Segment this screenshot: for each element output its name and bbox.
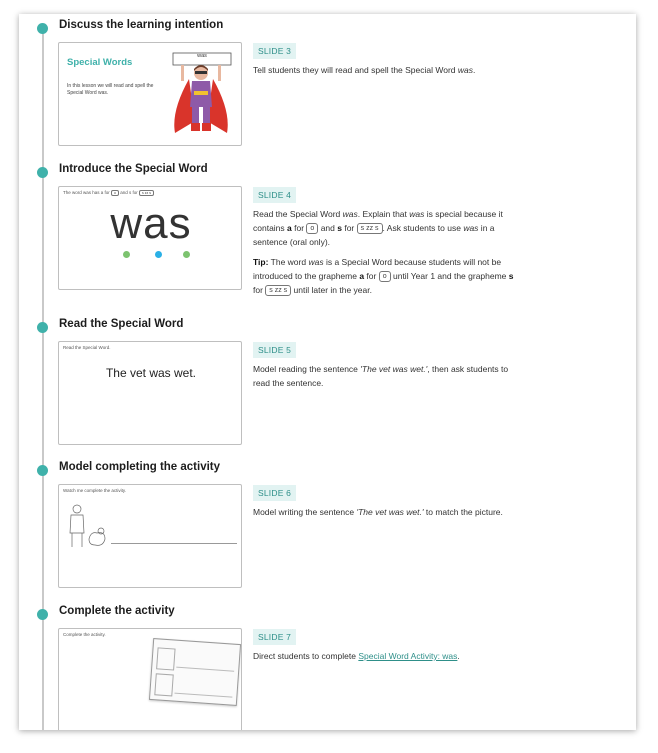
thumb-caption: The word was has a for o and s for s zz s — [63, 190, 154, 196]
timeline-line — [42, 26, 44, 730]
step-description: Direct students to complete Special Word Activity: was. — [253, 651, 460, 661]
step-description: Model reading the sentence 'The vet was wet.', then ask students to read the sentence. — [253, 364, 509, 388]
sound-dot-green — [123, 251, 130, 258]
grapheme-card: s zz s — [265, 285, 291, 296]
sound-dot-green — [183, 251, 190, 258]
slide-thumbnail[interactable] — [58, 186, 242, 290]
lesson-plan-page — [19, 14, 636, 730]
grapheme-card: o — [379, 271, 391, 282]
thumb-sentence: The vet was wet. — [105, 366, 197, 380]
timeline-dot — [37, 167, 48, 178]
step-title: Introduce the Special Word — [59, 163, 208, 175]
slide-badge: SLIDE 6 — [253, 485, 296, 501]
tip-label: Tip: — [253, 257, 269, 267]
slide-thumbnail[interactable] — [58, 628, 242, 730]
thumb-body: In this lesson we will read and spell the Special Word was. — [67, 83, 154, 96]
activity-link[interactable]: Special Word Activity: was — [358, 651, 458, 661]
thumb-heading: Special Words — [67, 57, 133, 68]
grapheme-card: o — [306, 223, 318, 234]
step-title: Discuss the learning intention — [59, 19, 224, 31]
writing-line — [111, 543, 237, 544]
slide-badge: SLIDE 4 — [253, 187, 296, 203]
slide-badge: SLIDE 3 — [253, 43, 296, 59]
step-title: Model completing the activity — [59, 461, 221, 473]
timeline-dot — [37, 23, 48, 34]
vet-dog-sketch — [65, 501, 109, 549]
step-description: Tell students they will read and spell the Special Word was. — [253, 65, 476, 75]
step-description: Model writing the sentence 'The vet was wet.' to match the picture. — [253, 507, 503, 517]
slide-badge: SLIDE 7 — [253, 629, 296, 645]
slide-thumbnail[interactable] — [58, 42, 242, 146]
worksheet-preview — [149, 638, 241, 706]
sound-dot-blue — [155, 251, 162, 258]
step-title: Read the Special Word — [59, 318, 184, 330]
timeline-dot — [37, 609, 48, 620]
thumb-caption: Read the Special Word. — [63, 345, 111, 350]
thumb-sign-word: was — [197, 53, 207, 59]
step-description: Read the Special Word was. Explain that was is special because it contains a for o and s for s zz s . Ask students to use was in a sentence (oral only). Tip: The word was is a Special Word because students will not be introduced to the grapheme a for o until Year 1 and the grapheme s for s zz s until later in the year. — [253, 209, 514, 295]
thumb-caption: Watch me complete the activity. — [63, 488, 127, 493]
thumb-big-word: was — [110, 199, 192, 248]
thumb-caption: Complete the activity. — [63, 632, 106, 637]
slide-thumbnail[interactable] — [58, 341, 242, 445]
timeline-dot — [37, 465, 48, 476]
timeline-dot — [37, 322, 48, 333]
slide-thumbnail[interactable] — [58, 484, 242, 588]
grapheme-card: s zz s — [357, 223, 383, 234]
slide-badge: SLIDE 5 — [253, 342, 296, 358]
superhero-illustration — [161, 51, 241, 143]
step-title: Complete the activity — [59, 605, 175, 617]
